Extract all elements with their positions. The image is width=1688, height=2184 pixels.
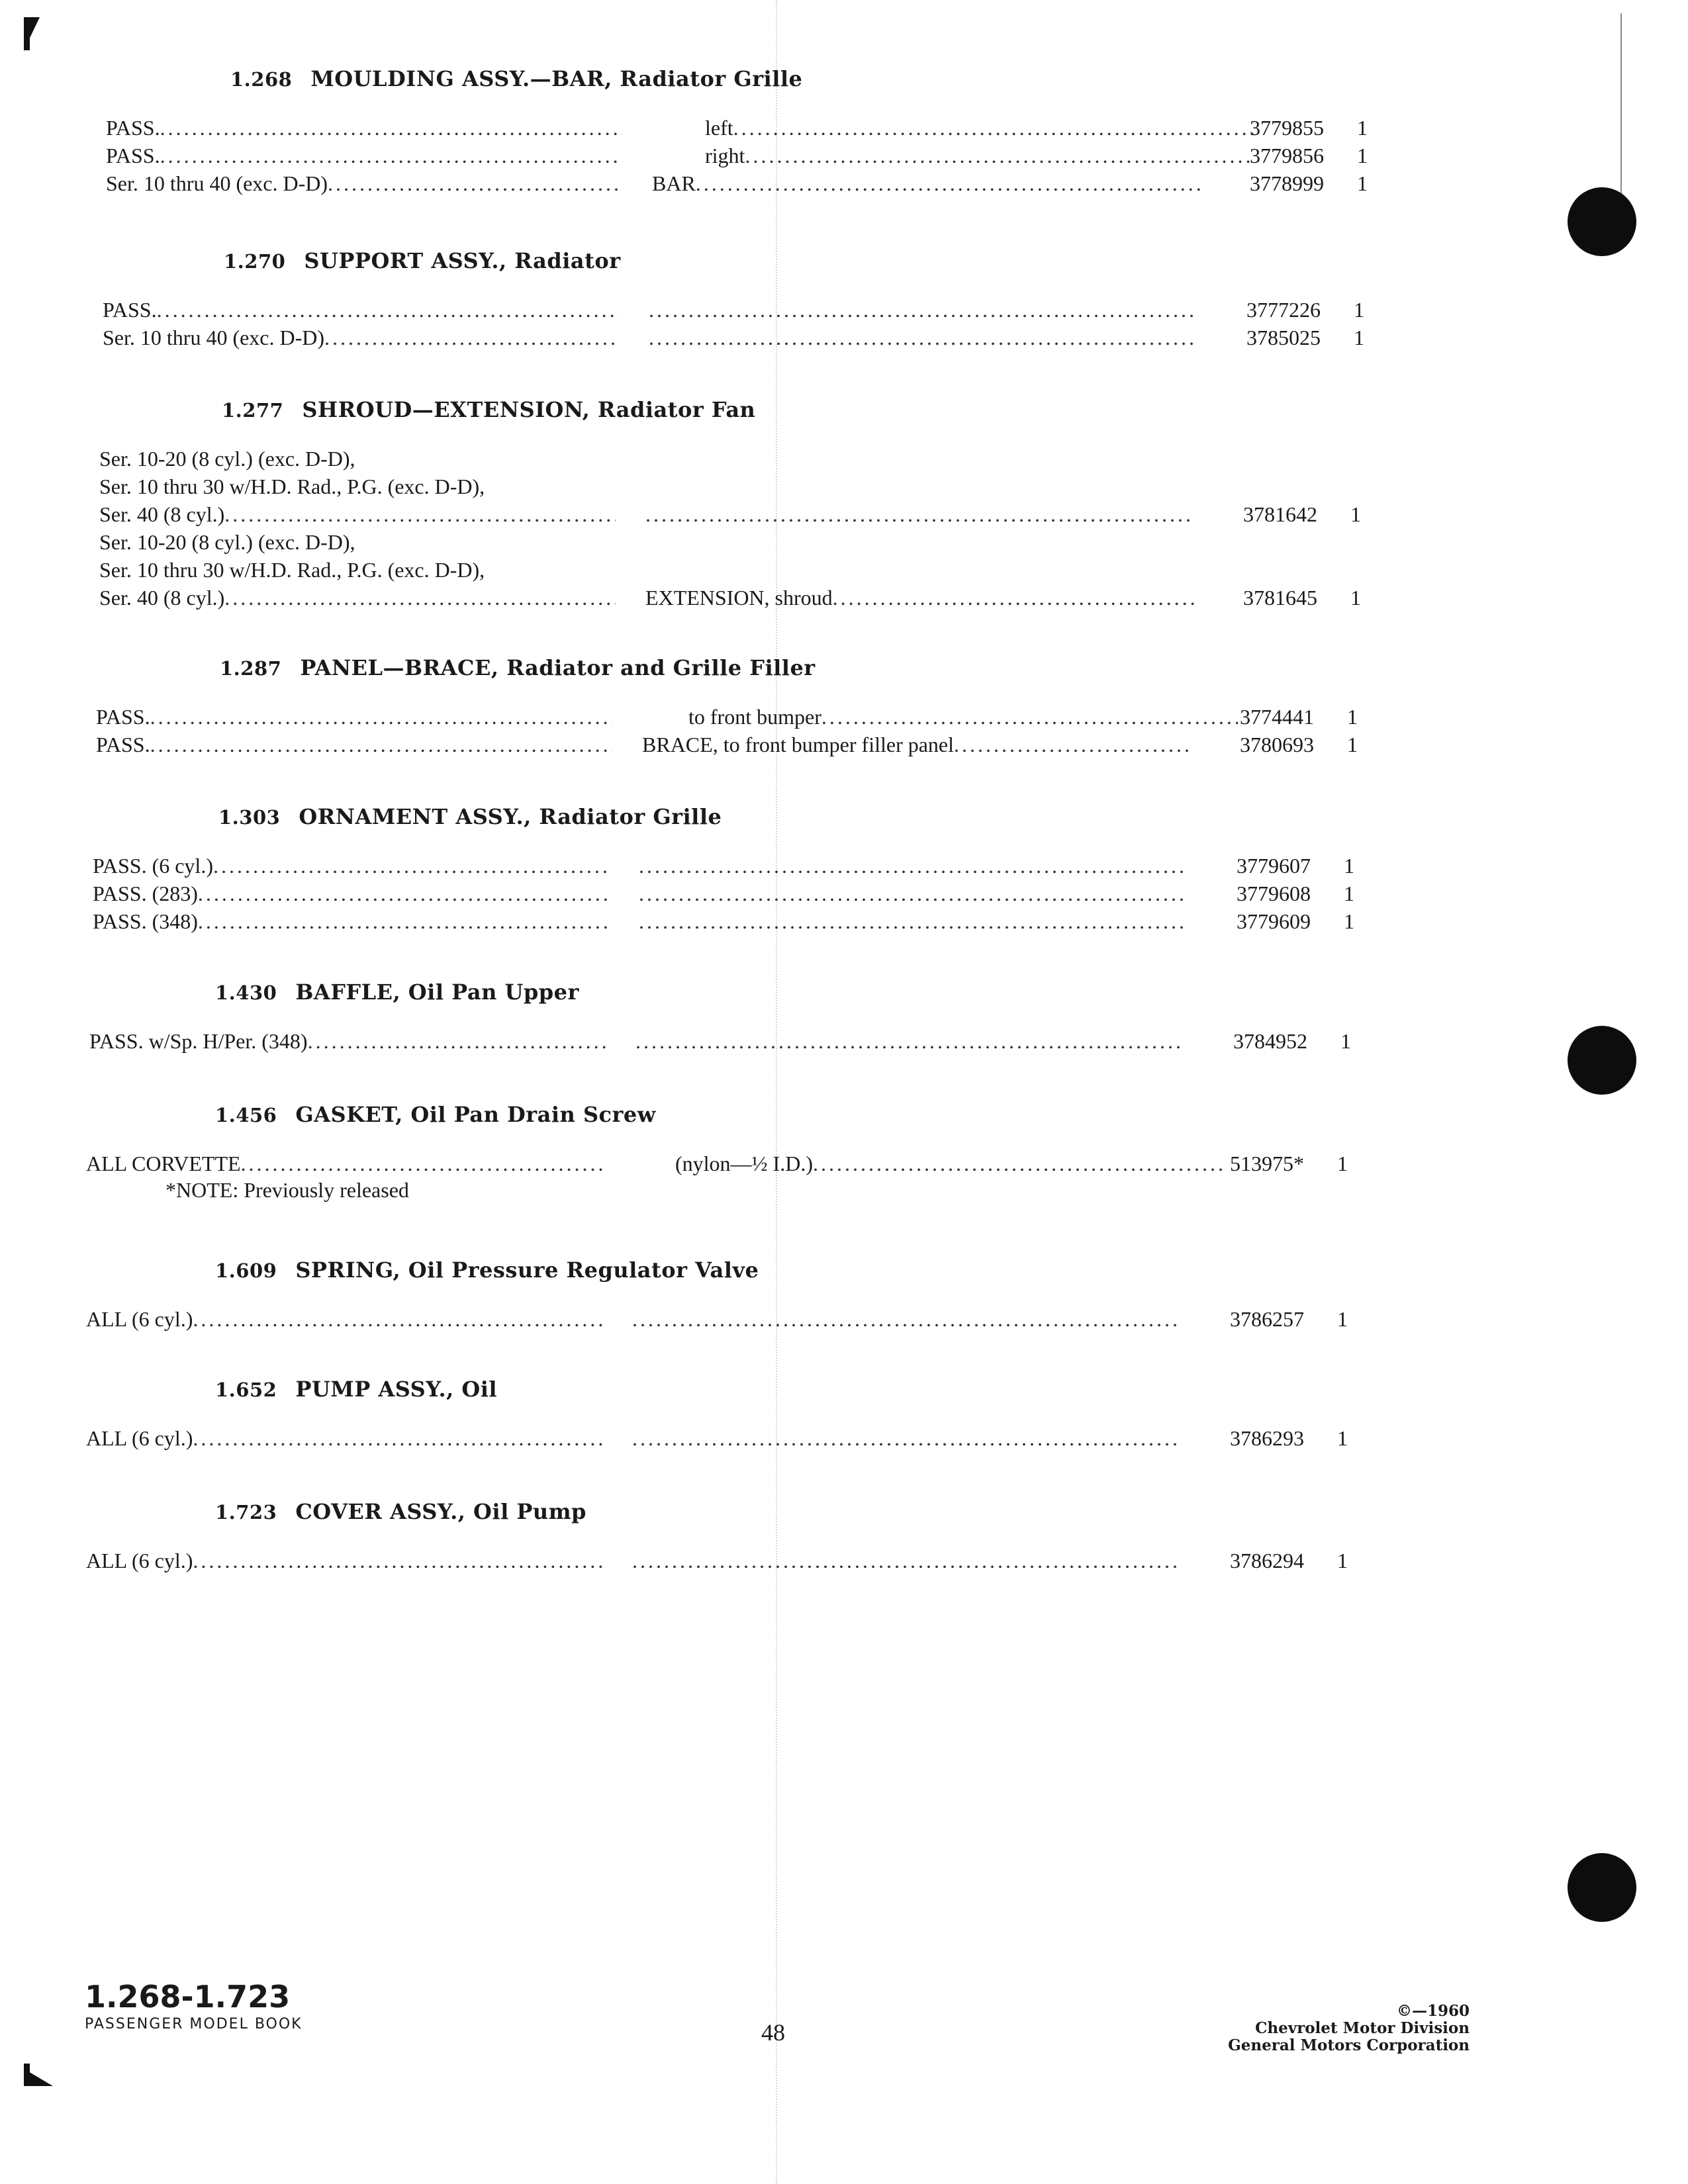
- dot-leader: [241, 1152, 602, 1176]
- section-title: [222, 397, 755, 422]
- dot-leader: [160, 116, 622, 140]
- part-application: [99, 530, 616, 555]
- part-quantity: 1: [1337, 1152, 1348, 1175]
- part-description: [635, 1029, 1185, 1054]
- part-row: [0, 1029, 1671, 1057]
- application-text: ALL (6 cyl.): [86, 1307, 193, 1331]
- dot-leader: [639, 909, 1188, 934]
- application-text: PASS.: [106, 116, 160, 140]
- section-title: [230, 66, 802, 91]
- section-heading: SUPPORT ASSY., Radiator: [304, 248, 621, 273]
- section-heading: PANEL—BRACE, Radiator and Grille Filler: [300, 655, 816, 680]
- dot-leader: [150, 733, 612, 757]
- dot-leader: [213, 854, 609, 878]
- part-row: [0, 475, 1681, 502]
- part-application: [99, 447, 616, 471]
- part-description: [642, 733, 1192, 757]
- section-number: 1.303: [218, 806, 281, 829]
- section-heading: BAFFLE, Oil Pan Upper: [295, 979, 579, 1005]
- section-title: [215, 1377, 497, 1402]
- application-text: PASS. (283): [93, 882, 198, 905]
- application-text: ALL (6 cyl.): [86, 1549, 193, 1572]
- application-text: ALL CORVETTE: [86, 1152, 241, 1175]
- part-quantity: 1: [1347, 705, 1358, 729]
- section-heading: MOULDING ASSY.—BAR, Radiator Grille: [310, 66, 803, 91]
- part-description: [645, 586, 1195, 610]
- part-description: [632, 1152, 1225, 1176]
- part-application: [99, 502, 616, 527]
- section-title: [224, 248, 621, 273]
- dot-leader: [635, 1029, 1185, 1054]
- part-row: [0, 854, 1675, 882]
- application-text: Ser. 10 thru 30 w/H.D. Rad., P.G. (exc. D-D),: [99, 475, 485, 498]
- part-application: [96, 733, 612, 757]
- part-description: [649, 298, 1198, 322]
- dot-leader: [198, 882, 609, 906]
- part-row: [0, 144, 1688, 171]
- footer-book-title: PASSENGER MODEL BOOK: [85, 2016, 303, 2032]
- dot-leader: [224, 586, 616, 610]
- part-application: [99, 475, 616, 499]
- part-number: 513975*: [1230, 1152, 1304, 1175]
- part-row: [0, 586, 1681, 614]
- section-title: [220, 655, 816, 680]
- section-heading: PUMP ASSY., Oil: [295, 1377, 498, 1402]
- section-heading: ORNAMENT ASSY., Radiator Grille: [299, 804, 722, 829]
- part-quantity: 1: [1337, 1307, 1348, 1331]
- part-application: [86, 1307, 602, 1332]
- part-number: 3781645: [1243, 586, 1317, 610]
- part-application: [93, 882, 609, 906]
- part-row: [0, 326, 1685, 353]
- application-text: PASS.: [96, 733, 150, 756]
- application-text: PASS. (348): [93, 909, 198, 933]
- part-number: 3779855: [1250, 116, 1324, 140]
- part-application: [106, 171, 622, 196]
- part-quantity: 1: [1357, 171, 1368, 195]
- application-text: Ser. 10 thru 40 (exc. D-D): [106, 171, 328, 195]
- application-text: PASS.: [106, 144, 160, 167]
- part-application: [103, 326, 619, 350]
- part-number: 3779608: [1237, 882, 1311, 905]
- application-text: Ser. 40 (8 cyl.): [99, 586, 225, 610]
- part-row: [0, 298, 1685, 326]
- application-text: PASS. (6 cyl.): [93, 854, 213, 878]
- part-description: [639, 854, 1188, 878]
- dot-leader: [639, 854, 1188, 878]
- part-row: [0, 171, 1688, 199]
- application-text: ALL (6 cyl.): [86, 1426, 193, 1450]
- part-row: [0, 1426, 1668, 1454]
- dot-leader: [632, 1426, 1182, 1451]
- binder-hole-bottom: [1568, 1853, 1636, 1922]
- part-number: 3786257: [1230, 1307, 1304, 1331]
- part-application: [86, 1426, 602, 1451]
- application-text: Ser. 10-20 (8 cyl.) (exc. D-D),: [99, 447, 355, 471]
- part-number: 3779856: [1250, 144, 1324, 167]
- part-description: [639, 882, 1188, 906]
- part-row: [0, 882, 1675, 909]
- description-text: EXTENSION, shroud: [645, 586, 833, 610]
- part-description: [652, 116, 1254, 140]
- part-application: [93, 909, 609, 934]
- part-application: [86, 1152, 602, 1176]
- part-quantity: 1: [1344, 882, 1354, 905]
- corner-mark-bottom-left-bar: [24, 2064, 30, 2086]
- dot-leader: [193, 1426, 602, 1451]
- part-quantity: 1: [1344, 909, 1354, 933]
- part-row: [0, 909, 1675, 937]
- dot-leader: [193, 1549, 602, 1573]
- section-title: [218, 804, 722, 829]
- copyright-block: [1228, 2003, 1470, 2054]
- application-text: PASS.: [103, 298, 157, 322]
- dot-leader: [833, 586, 1195, 610]
- section-number: 1.609: [215, 1259, 277, 1282]
- dot-leader: [328, 171, 622, 196]
- description-text: BAR: [652, 171, 696, 195]
- section-number: 1.268: [230, 68, 293, 91]
- part-application: [93, 854, 609, 878]
- dot-leader: [198, 909, 609, 934]
- part-quantity: 1: [1337, 1549, 1348, 1572]
- part-quantity: 1: [1350, 502, 1361, 526]
- part-description: [639, 909, 1188, 934]
- page-number: 48: [761, 2019, 785, 2046]
- copyright-corporation: General Motors Corporation: [1228, 2036, 1470, 2054]
- part-quantity: 1: [1347, 733, 1358, 756]
- part-description: [632, 1426, 1182, 1451]
- part-description: [649, 326, 1198, 350]
- section-title: [215, 1257, 759, 1283]
- part-application: [103, 298, 619, 322]
- application-text: Ser. 40 (8 cyl.): [99, 502, 225, 526]
- section-number: 1.277: [222, 399, 284, 422]
- copyright-division: Chevrolet Motor Division: [1255, 2019, 1470, 2037]
- part-quantity: 1: [1354, 298, 1364, 322]
- dot-leader: [733, 116, 1254, 140]
- part-number: 3778999: [1250, 171, 1324, 195]
- part-application: [99, 586, 616, 610]
- footer-range: 1.268-1.723: [85, 1979, 291, 2015]
- part-row: [0, 116, 1688, 144]
- dot-leader: [649, 326, 1198, 350]
- part-application: [99, 558, 616, 582]
- part-number: 3784952: [1233, 1029, 1307, 1053]
- application-text: Ser. 10-20 (8 cyl.) (exc. D-D),: [99, 530, 355, 554]
- part-number: 3780693: [1240, 733, 1314, 756]
- dot-leader: [157, 298, 619, 322]
- part-quantity: 1: [1340, 1029, 1351, 1053]
- dot-leader: [224, 502, 616, 527]
- part-row: [0, 705, 1678, 733]
- description-text: to front bumper: [688, 705, 821, 729]
- application-text: Ser. 10 thru 40 (exc. D-D): [103, 326, 325, 349]
- description-text: left: [705, 116, 733, 140]
- section-number: 1.270: [224, 250, 286, 273]
- dot-leader: [821, 705, 1238, 729]
- part-number: 3781642: [1243, 502, 1317, 526]
- section-heading: COVER ASSY., Oil Pump: [295, 1499, 586, 1524]
- dot-leader: [308, 1029, 606, 1054]
- part-number: 3779607: [1237, 854, 1311, 878]
- section-number: 1.287: [220, 657, 282, 680]
- application-text: PASS. w/Sp. H/Per. (348): [89, 1029, 308, 1053]
- part-description: [632, 1307, 1182, 1332]
- part-row: [0, 733, 1678, 760]
- dot-leader: [696, 171, 1201, 196]
- part-quantity: 1: [1344, 854, 1354, 878]
- section-heading: GASKET, Oil Pan Drain Screw: [295, 1102, 656, 1127]
- part-row: [0, 447, 1681, 475]
- part-description: [645, 502, 1195, 527]
- dot-leader: [649, 298, 1198, 322]
- section-note: *NOTE: Previously released: [165, 1178, 409, 1202]
- section-title: [215, 1499, 586, 1524]
- application-text: Ser. 10 thru 30 w/H.D. Rad., P.G. (exc. D-D),: [99, 558, 485, 582]
- description-text: BRACE, to front bumper filler panel: [642, 733, 955, 756]
- part-number: 3786294: [1230, 1549, 1304, 1572]
- dot-leader: [160, 144, 622, 168]
- part-row: [0, 558, 1681, 586]
- part-number: 3777226: [1246, 298, 1321, 322]
- dot-leader: [632, 1307, 1182, 1332]
- part-quantity: 1: [1357, 144, 1368, 167]
- part-application: [106, 144, 622, 168]
- part-quantity: 1: [1350, 586, 1361, 610]
- section-heading: SHROUD—EXTENSION, Radiator Fan: [302, 397, 756, 422]
- dot-leader: [150, 705, 612, 729]
- part-application: [89, 1029, 606, 1054]
- application-text: PASS.: [96, 705, 150, 729]
- part-quantity: 1: [1337, 1426, 1348, 1450]
- dot-leader: [193, 1307, 602, 1332]
- section-number: 1.652: [215, 1379, 277, 1401]
- part-application: [96, 705, 612, 729]
- section-number: 1.456: [215, 1104, 277, 1126]
- section-title: [215, 979, 579, 1005]
- dot-leader: [632, 1549, 1182, 1573]
- copyright-year: ©—1960: [1396, 2002, 1470, 2020]
- section-number: 1.723: [215, 1501, 277, 1524]
- part-application: [106, 116, 622, 140]
- part-row: [0, 1152, 1668, 1179]
- dot-leader: [813, 1152, 1225, 1176]
- dot-leader: [745, 144, 1254, 168]
- section-title: [215, 1102, 656, 1127]
- part-number: 3779609: [1237, 909, 1311, 933]
- corner-mark-top-left-bar: [24, 17, 30, 50]
- part-number: 3785025: [1246, 326, 1321, 349]
- description-text: (nylon—½ I.D.): [675, 1152, 813, 1175]
- section-number: 1.430: [215, 981, 277, 1004]
- part-description: [642, 705, 1238, 729]
- dot-leader: [639, 882, 1188, 906]
- part-description: [632, 1549, 1182, 1573]
- dot-leader: [954, 733, 1192, 757]
- part-quantity: 1: [1357, 116, 1368, 140]
- part-description: [652, 171, 1201, 196]
- part-number: 3786293: [1230, 1426, 1304, 1450]
- section-heading: SPRING, Oil Pressure Regulator Valve: [295, 1257, 759, 1283]
- dot-leader: [645, 502, 1195, 527]
- part-description: [652, 144, 1254, 168]
- description-text: right: [705, 144, 745, 167]
- part-row: [0, 1307, 1668, 1335]
- part-row: [0, 1549, 1668, 1576]
- part-quantity: 1: [1354, 326, 1364, 349]
- part-number: 3774441: [1240, 705, 1314, 729]
- part-application: [86, 1549, 602, 1573]
- dot-leader: [324, 326, 619, 350]
- part-row: [0, 502, 1681, 530]
- part-row: [0, 530, 1681, 558]
